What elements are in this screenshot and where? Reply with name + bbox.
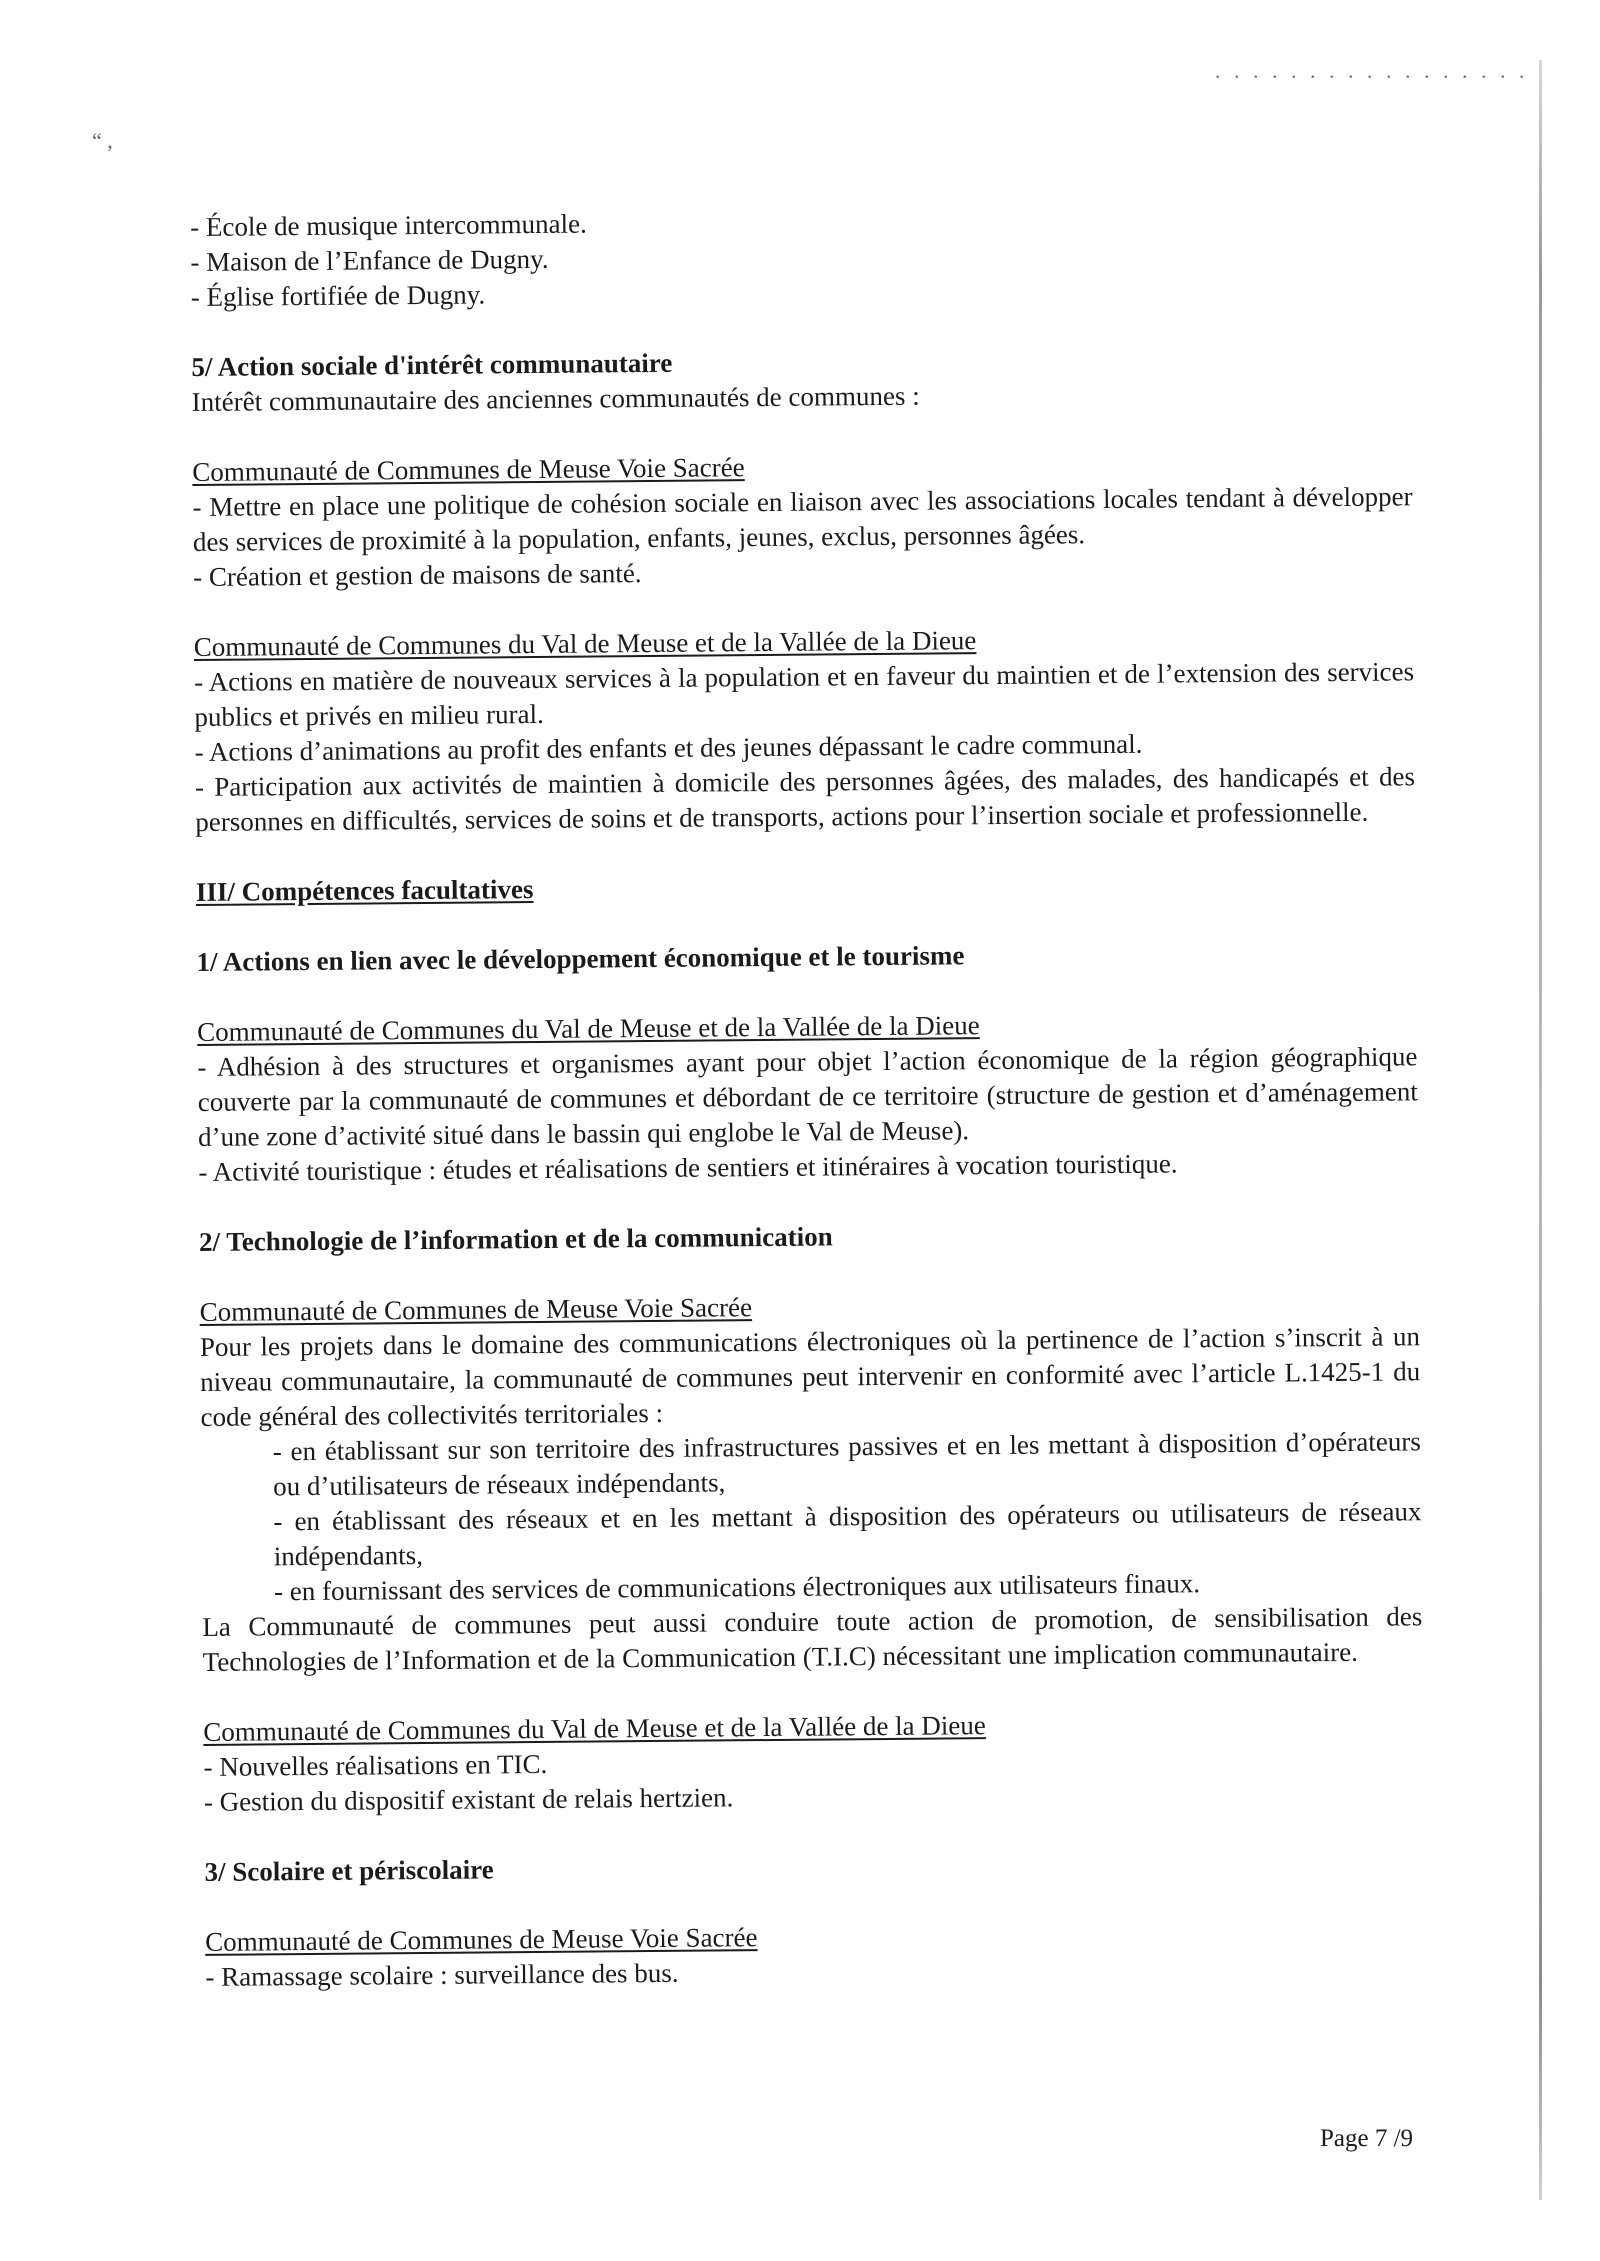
section-5-cc2-item: - Participation aux activités de maintien à domicile des personnes âgées, des malades, des handicapés et des personnes en difficultés, services de soins et de transports, actions pour l’insertion sociale et professionnelle. (194, 761, 1416, 837)
section-3-3-item: - Ramassage scolaire : surveillance des bus. (205, 1957, 679, 1992)
section-3-3-cc-name: Communauté de Communes de Meuse Voie Sacrée (204, 1922, 758, 1957)
header-marks: “ , (92, 128, 113, 153)
section-5-cc1-name: Communauté de Communes de Meuse Voie Sacrée (192, 452, 745, 487)
document-body (190, 199, 1426, 1995)
section-3-2-cc2-item: - Nouvelles réalisations en TIC. (203, 1748, 548, 1782)
section-3-1-title: 1/ Actions en lien avec le développement économique et le tourisme (196, 940, 965, 977)
header-dots: . . . . . . . . . . . . . . . . . (1215, 58, 1529, 83)
intro-item: - Église fortifiée de Dugny. (190, 279, 486, 312)
section-3-1-item: - Adhésion à des structures et organismes ayant pour objet l’action économique de la région géographique couverte par la communauté de communes et débordant de ce territoire (structure de gestion et d’aménagement d’une zone d’activité situé dans le bassin qui englobe le Val de Meuse). (197, 1041, 1418, 1152)
section-5-cc1-item: - Mettre en place une politique de cohésion sociale en liaison avec les associations locales tendant à développer des services de proximité à la population, enfants, jeunes, exclus, personnes âgées. (192, 481, 1413, 557)
section-3-2-cc1-item: - en établissant des réseaux et en les mettant à disposition des opérateurs ou utilisateurs de réseaux indépendants, (273, 1496, 1422, 1572)
section-3-1-cc-name: Communauté de Communes du Val de Meuse et de la Vallée de la Dieue (197, 1010, 980, 1047)
section-3-2-cc2-name: Communauté de Communes du Val de Meuse et de la Vallée de la Dieue (203, 1710, 986, 1747)
section-3-title: III/ Compétences facultatives (195, 874, 534, 907)
intro-item: - École de musique intercommunale. (190, 208, 587, 242)
section-3-2-cc1-item: - en fournissant des services de communications électroniques aux utilisateurs finaux. (273, 1568, 1201, 1607)
intro-item: - Maison de l’Enfance de Dugny. (190, 243, 549, 277)
section-5-cc2-name: Communauté de Communes du Val de Meuse et de la Vallée de la Dieue (193, 625, 977, 662)
section-5-cc2-item: - Actions d’animations au profit des enfants et des jeunes dépassant le cadre communal. (194, 728, 1143, 767)
section-5-cc2-item: - Actions en matière de nouveaux services à la population et en faveur du maintien et de l’extension des services publics et privés en milieu rural. (193, 656, 1415, 732)
section-5-intro: Intérêt communautaire des anciennes communautés de communes : (191, 380, 920, 417)
section-3-2-cc1-item: - en établissant sur son territoire des infrastructures passives et en les mettant à disposition d’opérateurs ou d’utilisateurs de réseaux indépendants, (272, 1426, 1421, 1502)
section-3-3-title: 3/ Scolaire et périscolaire (204, 1854, 494, 1887)
page-number: Page 7 /9 (1320, 2125, 1414, 2152)
section-3-2-title: 2/ Technologie de l’information et de la communication (198, 1221, 833, 1257)
section-3-2-cc1-name: Communauté de Communes de Meuse Voie Sacrée (199, 1292, 753, 1327)
section-3-2-cc1-para: Pour les projets dans le domaine des communications électroniques où la pertinence de l’action s’inscrit à un niveau communautaire, la communauté de communes peut intervenir en conformité avec l’article L.1425-1 du code général des collectivités territoriales : (199, 1321, 1421, 1432)
section-3-2-cc1-para2: La Communauté de communes peut aussi conduire toute action de promotion, de sensibilisation des Technologies de l’Information et de la Communication (T.I.C) nécessitant une implication communautaire. (202, 1601, 1423, 1677)
section-5-cc1-item: - Création et gestion de maisons de santé. (193, 558, 642, 592)
scan-edge-shadow (1539, 60, 1542, 2200)
section-3-2-cc2-item: - Gestion du dispositif existant de relais hertzien. (203, 1782, 734, 1817)
section-3-1-item: - Activité touristique : études et réalisations de sentiers et itinéraires à vocation touristique. (198, 1148, 1178, 1187)
section-5-title: 5/ Action sociale d'intérêt communautaire (191, 347, 673, 382)
